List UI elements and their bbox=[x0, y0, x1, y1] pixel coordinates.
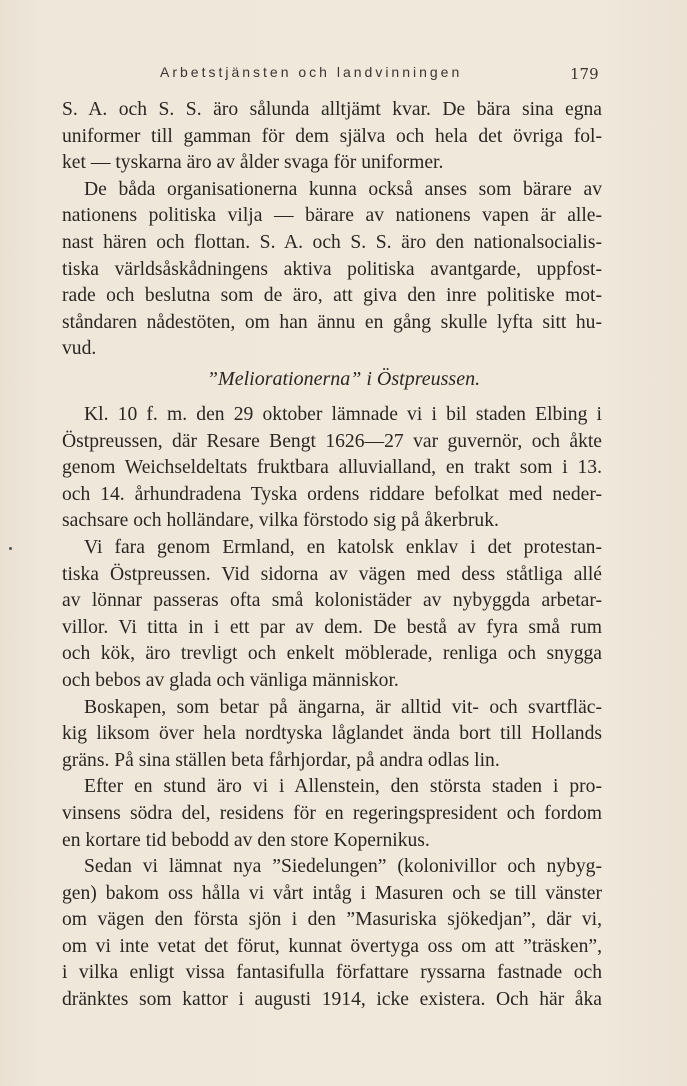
text-line: dränktes som kattor i augusti 1914, icke existera. Och här åka bbox=[62, 989, 602, 1011]
text-line: S. A. och S. S. äro sålunda alltjämt kvar. De bära sina egna bbox=[62, 99, 602, 120]
text-line: gen) bakom oss hålla vi vårt intåg i Masuren och se till vänster bbox=[62, 882, 602, 904]
text-line: ket — tyskarna äro av ålder svaga för uniformer. bbox=[62, 152, 444, 174]
text-line: villor. Vi titta in i ett par av dem. De bestå av fyra små rum bbox=[62, 616, 602, 638]
margin-mark bbox=[9, 547, 12, 550]
section-heading: ”Meliorationerna” i Östpreussen. bbox=[206, 368, 481, 390]
text-line: och kök, äro trevligt och enkelt möblerade, renliga och snygga bbox=[62, 643, 602, 665]
text-line: Östpreussen, där Resare Bengt 1626—27 var guvernör, och åkte bbox=[62, 430, 602, 452]
text-line: ståndaren nådestöten, om han ännu en gång skulle lyfta sitt hu- bbox=[62, 311, 602, 333]
text-line: gräns. På sina ställen beta fårhjordar, på andra odlas lin. bbox=[62, 749, 500, 771]
text-line: tiska världsåskådningens aktiva politiska avantgarde, uppfost- bbox=[62, 258, 602, 280]
text-line: tiska Östpreussen. Vid sidorna av vägen med dess ståtliga allé bbox=[62, 563, 602, 585]
text-line: nationens politiska vilja — bärare av nationens vapen är alle- bbox=[62, 205, 602, 227]
text-line: vinsens södra del, residens för en regeringspresident och fordom bbox=[62, 802, 602, 824]
text-block-1 bbox=[62, 97, 602, 363]
text-line: om vi inte vetat det förut, kunnat övertyga oss om att ”träsken”, bbox=[62, 935, 602, 957]
text-line: och bebos av glada och vänliga människor. bbox=[62, 669, 399, 691]
text-line: nast hären och flottan. S. A. och S. S. äro den nationalsocialis- bbox=[62, 231, 602, 253]
text-line: om vägen den första sjön i den ”Masuriska sjökedjan”, där vi, bbox=[62, 909, 602, 931]
text-line: Boskapen, som betar på ängarna, är alltid vit- och svartfläc- bbox=[84, 696, 602, 718]
page-number: 179 bbox=[570, 65, 599, 83]
text-line: Efter en stund äro vi i Allenstein, den största staden i pro- bbox=[84, 776, 602, 798]
text-line: De båda organisationerna kunna också anses som bärare av bbox=[84, 178, 602, 200]
text-line: av lönnar passeras ofta små kolonistäder av nybyggda arbetar- bbox=[62, 590, 602, 612]
text-line: en kortare tid bebodd av den store Kopernikus. bbox=[62, 829, 430, 851]
text-line: rade och beslutna som de äro, att giva den inre politiske mot- bbox=[62, 285, 602, 307]
text-block-2 bbox=[62, 402, 602, 1014]
text-line: vud. bbox=[62, 338, 97, 360]
text-line: Sedan vi lämnat nya ”Siedelungen” (kolonivillor och nybyg- bbox=[84, 856, 602, 878]
text-line: sachsare och holländare, vilka förstodo sig på åkerbruk. bbox=[62, 510, 499, 532]
text-line: och 14. århundradena Tyska ordens riddare befolkat med neder- bbox=[62, 483, 602, 505]
running-head: Arbetstjänsten och landvinningen bbox=[160, 64, 463, 80]
text-line: kig liksom över hela nordtyska låglandet ända bort till Hollands bbox=[62, 723, 602, 745]
text-line: Kl. 10 f. m. den 29 oktober lämnade vi i bil staden Elbing i bbox=[84, 404, 602, 425]
text-line: i vilka enligt vissa fantasifulla författare ryssarna fastnade och bbox=[62, 962, 602, 984]
text-line: Vi fara genom Ermland, en katolsk enklav i det protestan- bbox=[84, 536, 602, 558]
text-line: genom Weichseldeltats fruktbara alluvialland, en trakt som i 13. bbox=[62, 457, 602, 479]
text-line: uniformer till gamman för dem själva och hela det övriga fol- bbox=[62, 125, 602, 147]
